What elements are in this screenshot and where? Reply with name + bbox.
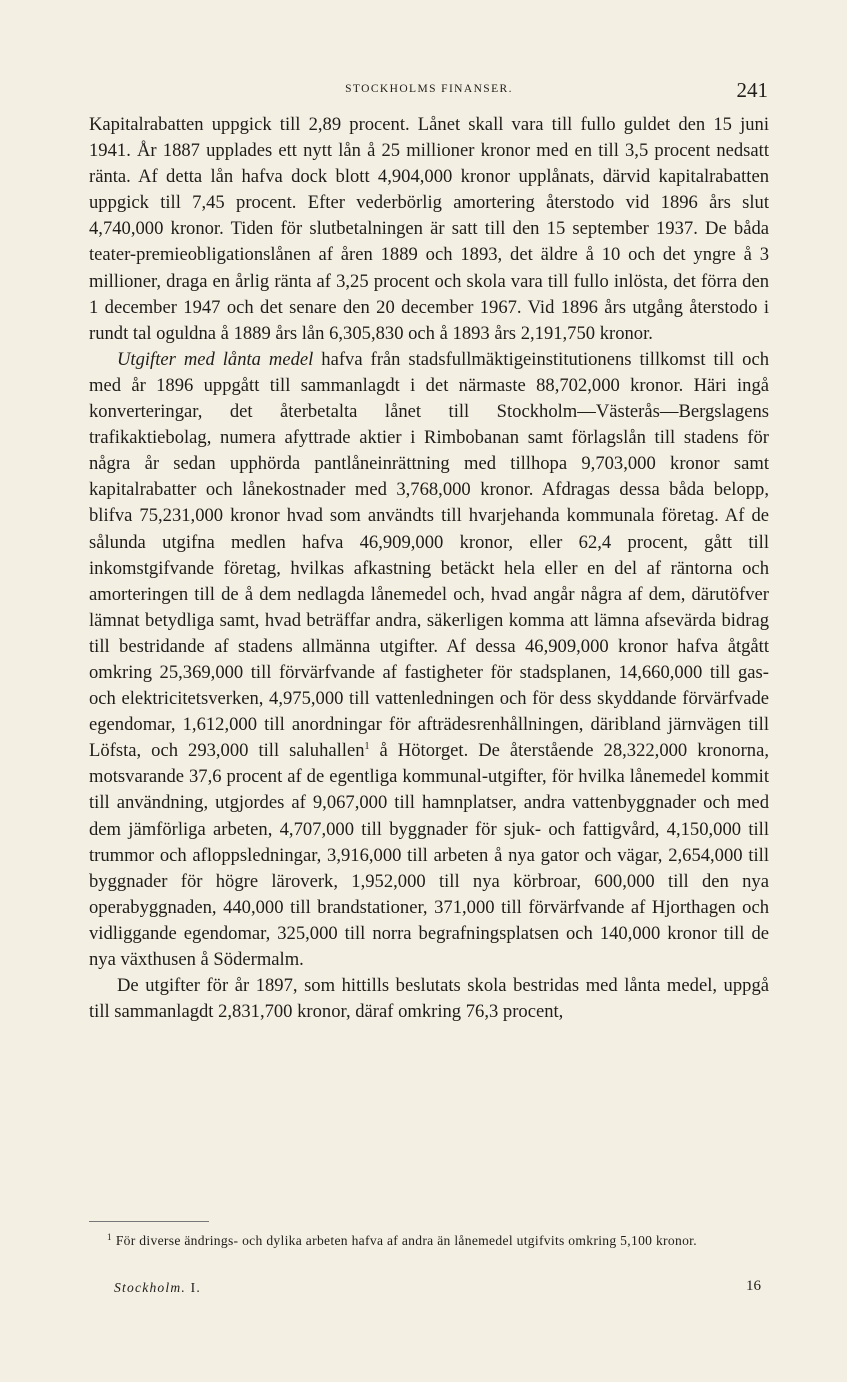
paragraph-2-lead: Utgifter med lånta medel bbox=[117, 348, 314, 370]
paragraph-2-part-b: å Hötorget. De återstående 28,322,000 kronorna, motsvarande 37,6 procent af de egentliga kommunal-utgifter, för hvilka lånemedel kommit till användning, utgjordes af 9,067,000 till hamnplatser, andra vattenbyggnader och med dem jämförliga arbeten, 4,707,000 till byggnader för sjuk- och fattigvård, 4,150,000 till trummor och afloppsledningar, 3,916,000 till arbeten å nya gator och vägar, 2,654,000 till byggnader för högre läroverk, 1,952,000 till nya körbroar, 600,000 till den nya operabyggnaden, 440,000 till brandstationer, 371,000 till förvärfvande af Hjorthagen och vidliggande egendomar, 325,000 till norra begrafningsplatsen och 140,000 kronor till de nya växthusen å Södermalm. bbox=[89, 740, 769, 970]
paragraph-2 bbox=[89, 347, 769, 973]
paragraph-1: Kapitalrabatten uppgick till 2,89 procent. Lånet skall vara till fullo guldet den 15 juni 1941. År 1887 upplades ett nytt lån å 25 millioner kronor med en till 3,5 procent nedsatt ränta. Af detta lån hafva dock blott 4,904,000 kronor upplånats, därvid kapitalrabatten uppgick till 7,45 procent. Efter vederbörlig amortering återstodo vid 1896 års slut 4,740,000 kronor. Tiden för slutbetalningen är satt till den 15 september 1937. De båda teater-premieobligationslånen af åren 1889 och 1893, det äldre å 10 och det yngre å 3 millioner, draga en årlig ränta af 3,25 procent och skola vara till fullo inlösta, det förra den 1 december 1947 och det senare den 20 december 1967. Vid 1896 års utgång återstodo i rundt tal oguldna å 1889 års lån 6,305,830 och å 1893 års 2,191,750 kronor. bbox=[89, 114, 769, 344]
page-number: 241 bbox=[736, 78, 768, 102]
main-text bbox=[89, 112, 769, 1025]
running-header bbox=[90, 78, 768, 104]
paragraph-2-part-a: hafva från stadsfullmäktigeinstitutionens tillkomst till och med år 1896 uppgått till sammanlagdt i det närmaste 88,702,000 kronor. Häri ingå konverteringar, det återbetalta lånet till Stockholm—Västerås—Bergslagens trafikaktiebolag, numera afyttrade aktier i Rimbobanan samt förlagslån till stadens för några år sedan upphörda pantlåneinrättning med tillhopa 9,703,000 kronor samt kapitalrabatter och lånekostnader med 3,768,000 kronor. Afdragas dessa båda belopp, blifva 75,231,000 kronor hvad som användts till hvarjehanda kommunala företag. Af de sålunda utgifna medlen hafva 46,909,000 kronor, eller 62,4 procent, gått till inkomstgifvande företag, hvilkas afkastning betäckt hela eller en del af räntorna och amorteringen till de å dem nedlagda lånemedel och, hvad angår några af dem, därutöfver lämnat betydliga samt, hvad beträffar andra, säkerligen komma att lämna afsevärda bidrag till bestridande af stadens allmänna utgifter. Af dessa 46,909,000 kronor hafva åtgått omkring 25,369,000 till förvärfvande af fastigheter för stadsplanen, 14,660,000 till gas- och elektricitetsverken, 4,975,000 till vattenledningen och för dess skyddande förvärfvade egendomar, 1,612,000 till anordningar för afträdesrenhållningen, däribland järnvägen till Löfsta, och 293,000 till saluhallen bbox=[89, 348, 769, 762]
paragraph-3: De utgifter för år 1897, som hittills beslutats skola bestridas med lånta medel, uppgå till sammanlagdt 2,831,700 kronor, däraf omkring 76,3 procent, bbox=[89, 975, 769, 1023]
footnote-mark: 1 bbox=[107, 1232, 112, 1242]
footnote-text: För diverse ändrings- och dylika arbeten hafva af andra än lånemedel utgifvits omkring 5,100 kronor. bbox=[115, 1233, 697, 1248]
signature-mark bbox=[114, 1280, 201, 1296]
signature-title: Stockholm. bbox=[114, 1280, 187, 1295]
footnote-divider bbox=[89, 1221, 209, 1222]
printer-signature bbox=[89, 1280, 769, 1300]
signature-number: 16 bbox=[746, 1278, 761, 1294]
footnote-reference[interactable]: 1 bbox=[364, 741, 370, 753]
footnote bbox=[89, 1232, 769, 1250]
signature-volume: I. bbox=[186, 1280, 201, 1295]
running-title: STOCKHOLMS FINANSER. bbox=[345, 83, 513, 95]
